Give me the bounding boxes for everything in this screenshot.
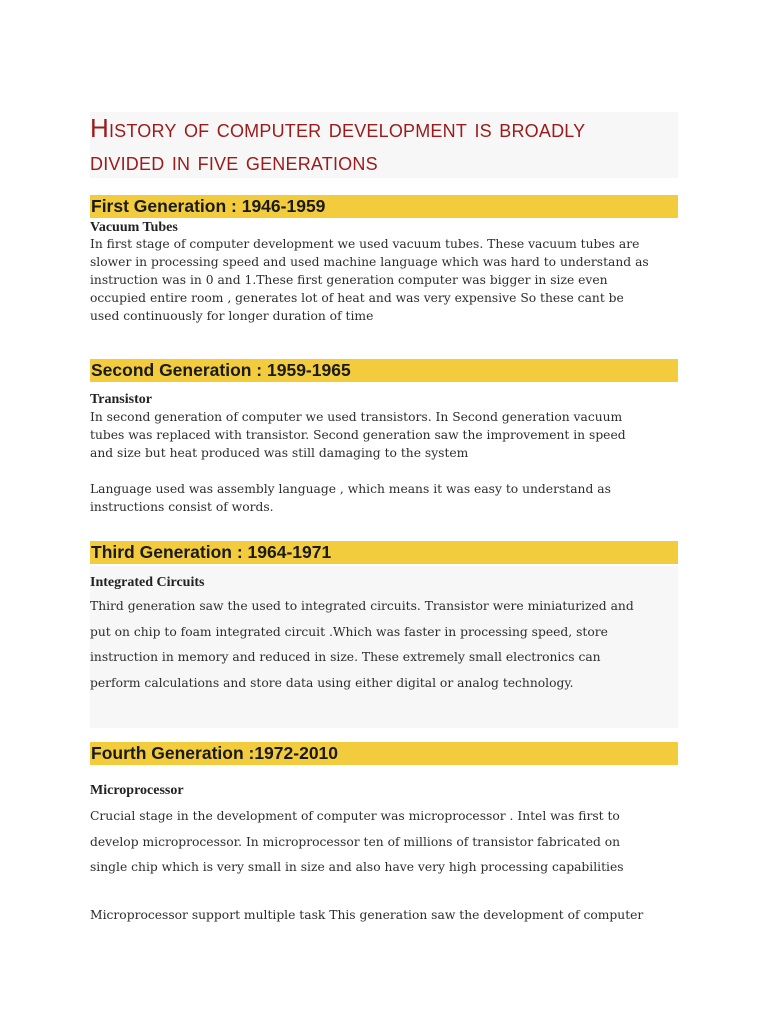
paragraph-line: slower in processing speed and used machine language which was hard to understand as <box>90 255 649 269</box>
paragraph-line: In first stage of computer development we used vacuum tubes. These vacuum tubes are <box>90 237 640 251</box>
title-block <box>90 112 678 178</box>
section-heading-second-generation <box>90 359 678 382</box>
paragraph-line: develop microprocessor. In microprocessor ten of millions of transistor fabricated on <box>90 834 621 849</box>
paragraph-line: Microprocessor support multiple task This generation saw the development of computer <box>90 908 644 922</box>
document-page <box>90 0 678 1024</box>
paragraph-line: single chip which is very small in size and also have very high processing capabilities <box>90 860 624 874</box>
page-title <box>90 112 678 178</box>
section-heading-text: Second Generation : 1959-1965 <box>91 360 351 380</box>
paragraph-first-generation <box>90 235 682 325</box>
page-title-line-2: divided in five generations <box>90 146 378 176</box>
paragraph-line: used continuously for longer duration of time <box>90 309 374 323</box>
section-heading-text: Fourth Generation :1972-2010 <box>91 743 339 763</box>
section-heading-first-generation <box>90 195 678 218</box>
paragraph-line: and size but heat produced was still damaging to the system <box>90 446 469 460</box>
paragraph-line: occupied entire room , generates lot of heat and was very expensive So these cant be <box>90 291 624 305</box>
paragraph-second-generation-2 <box>90 480 682 516</box>
paragraph-line: put on chip to foam integrated circuit .Which was faster in processing speed, store <box>90 624 608 639</box>
paragraph-line: In second generation of computer we used transistors. In Second generation vacuum <box>90 410 623 424</box>
section-subheading-microprocessor: Microprocessor <box>90 783 184 798</box>
section-heading-text: First Generation : 1946-1959 <box>91 196 326 216</box>
paragraph-line: instructions consist of words. <box>90 500 274 514</box>
paragraph-second-generation-1 <box>90 408 682 462</box>
section-heading-fourth-generation <box>90 742 678 765</box>
paragraph-line: instruction in memory and reduced in size. These extremely small electronics can <box>90 650 601 664</box>
section-heading-text: Third Generation : 1964-1971 <box>91 542 332 562</box>
paragraph-line: perform calculations and store data using either digital or analog technology. <box>90 675 574 690</box>
page-title-line-1: History of computer development is broadly <box>90 113 586 143</box>
section-subheading-vacuum-tubes: Vacuum Tubes <box>90 220 178 235</box>
paragraph-third-generation <box>90 594 682 696</box>
paragraph-line: tubes was replaced with transistor. Second generation saw the improvement in speed <box>90 428 626 442</box>
paragraph-line: instruction was in 0 and 1.These first generation computer was bigger in size even <box>90 273 608 287</box>
section-heading-third-generation <box>90 541 678 564</box>
paragraph-line: Language used was assembly language , which means it was easy to understand as <box>90 482 611 496</box>
paragraph-line: Third generation saw the used to integrated circuits. Transistor were miniaturized and <box>90 599 634 613</box>
section-subheading-integrated-circuits: Integrated Circuits <box>90 575 205 590</box>
paragraph-line: Crucial stage in the development of computer was microprocessor . Intel was first to <box>90 809 620 823</box>
paragraph-fourth-generation-1 <box>90 804 682 881</box>
section-subheading-transistor: Transistor <box>90 392 152 407</box>
paragraph-fourth-generation-2 <box>90 903 682 929</box>
